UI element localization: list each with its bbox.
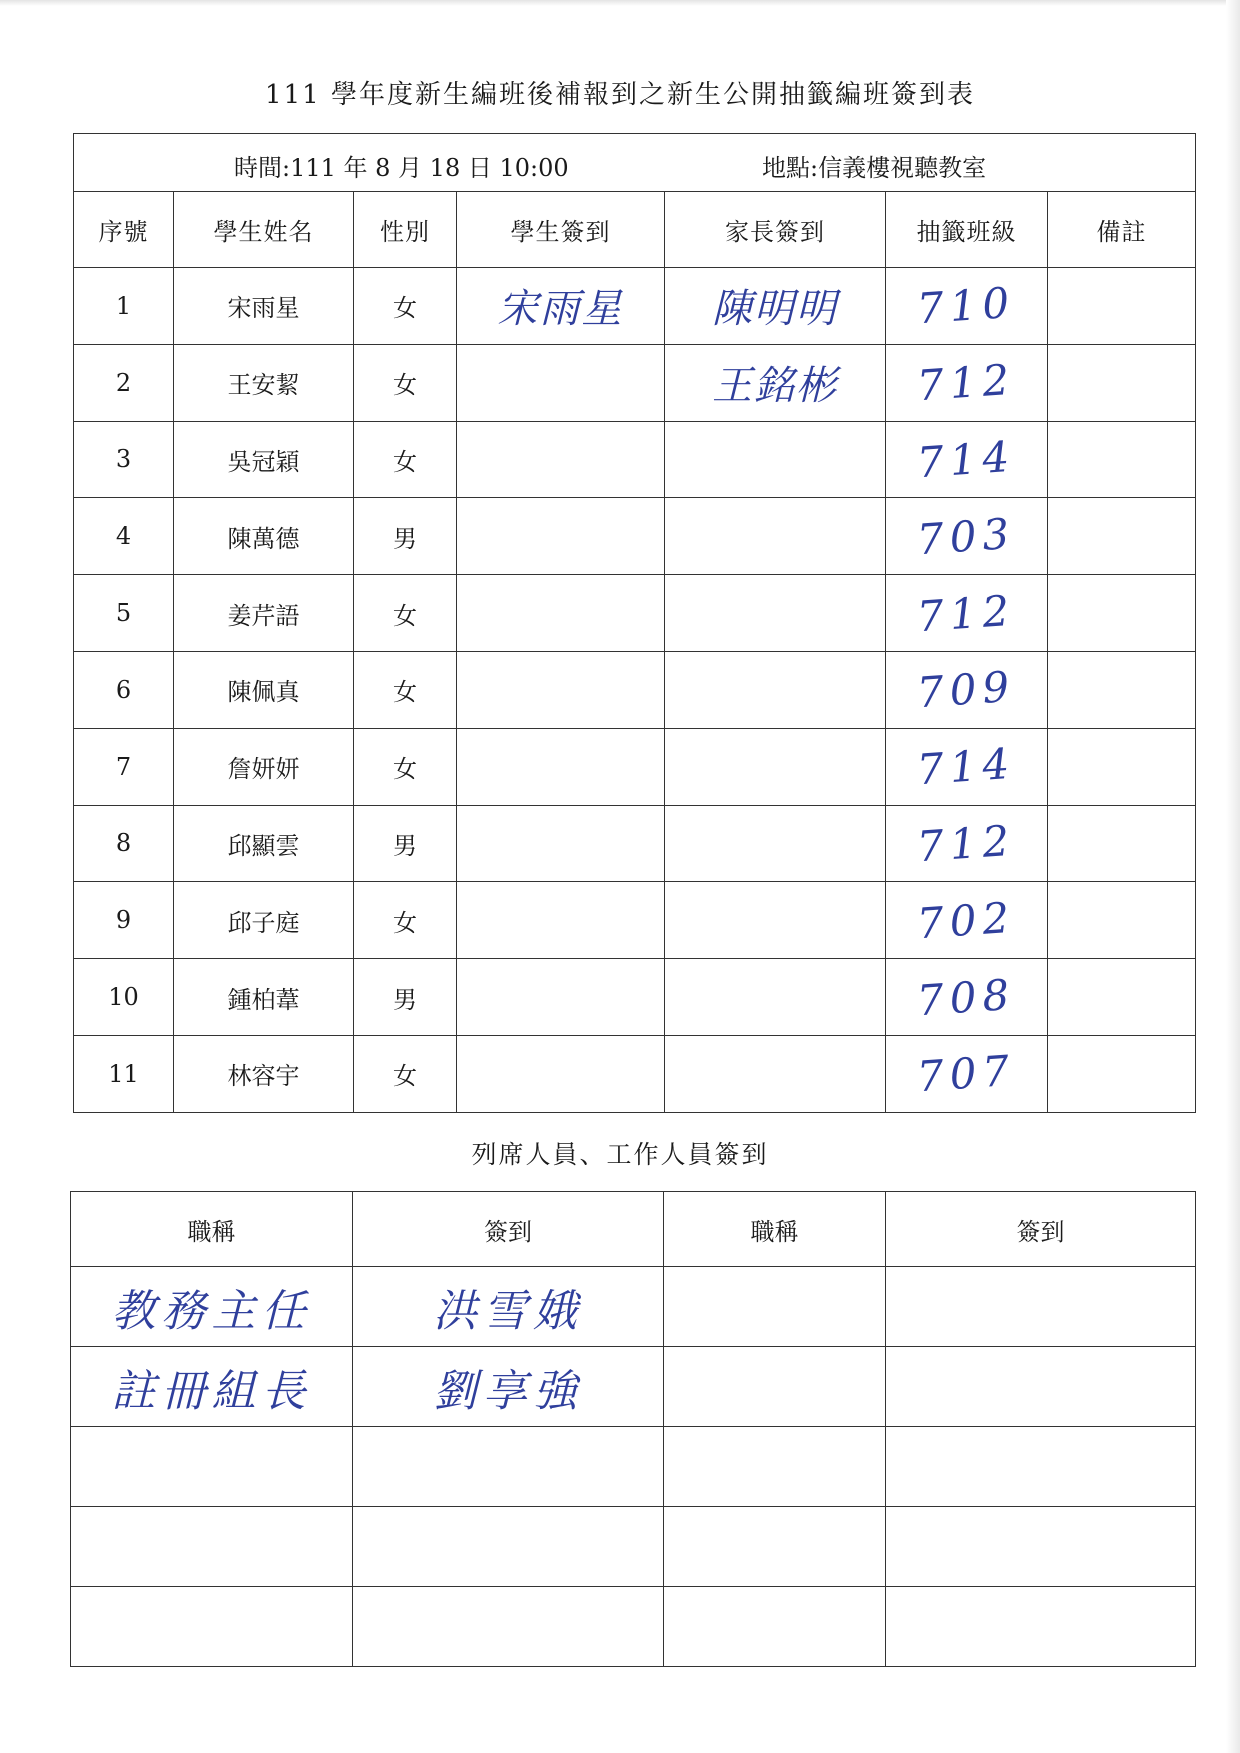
drawn-class: 712 (915, 815, 1018, 872)
note-cell[interactable] (1048, 728, 1196, 805)
drawn-class: 712 (915, 585, 1018, 641)
drawn-class-cell[interactable] (886, 882, 1048, 959)
table-row (74, 575, 1196, 652)
row-number: 6 (74, 651, 174, 728)
drawn-class-cell[interactable] (886, 498, 1048, 575)
table-row (74, 805, 1196, 882)
signin-header-row (74, 192, 1196, 268)
signin-header-cell: 學生簽到 (457, 192, 665, 268)
parent-signature-cell[interactable] (665, 575, 886, 652)
student-signature-cell[interactable] (457, 344, 665, 421)
drawn-class-cell[interactable] (886, 421, 1048, 498)
staff-title-cell[interactable] (664, 1347, 886, 1427)
student-name: 林容宇 (174, 1035, 354, 1112)
student-name: 吳冠穎 (174, 421, 354, 498)
drawn-class-cell[interactable] (886, 268, 1048, 345)
student-signature-cell[interactable] (457, 268, 665, 345)
parent-signature-cell[interactable] (665, 882, 886, 959)
scan-top-shadow (0, 0, 1240, 6)
parent-signature-cell[interactable] (665, 651, 886, 728)
staff-signature-cell[interactable] (886, 1427, 1196, 1507)
staff-header-cell: 職稱 (71, 1192, 353, 1267)
table-row (74, 268, 1196, 345)
student-gender: 女 (354, 421, 457, 498)
row-number: 7 (74, 728, 174, 805)
table-row (74, 959, 1196, 1036)
staff-signature-cell[interactable] (886, 1587, 1196, 1667)
student-gender: 男 (354, 498, 457, 575)
staff-header-cell: 職稱 (664, 1192, 886, 1267)
drawn-class-cell[interactable] (886, 805, 1048, 882)
student-signature-cell[interactable] (457, 421, 665, 498)
table-row (74, 421, 1196, 498)
drawn-class-cell[interactable] (886, 1035, 1048, 1112)
parent-signature-cell[interactable] (665, 268, 886, 345)
signin-header-cell: 備註 (1048, 192, 1196, 268)
drawn-class-cell[interactable] (886, 728, 1048, 805)
session-info-cell (74, 134, 1196, 192)
staff-signature: 洪雪娥 (433, 1285, 583, 1337)
document-title: 111 學年度新生編班後補報到之新生公開抽籤編班簽到表 (265, 80, 975, 110)
staff-title: 教務主任 (111, 1285, 312, 1337)
staff-signature-cell[interactable] (353, 1347, 664, 1427)
drawn-class-cell[interactable] (886, 344, 1048, 421)
table-row (74, 498, 1196, 575)
staff-signature-cell[interactable] (353, 1267, 664, 1347)
staff-row (71, 1267, 1196, 1347)
drawn-class-cell[interactable] (886, 959, 1048, 1036)
staff-table (70, 1191, 1196, 1667)
table-row (74, 344, 1196, 421)
table-row (74, 1035, 1196, 1112)
drawn-class: 702 (915, 892, 1018, 949)
parent-signature-cell[interactable] (665, 1035, 886, 1112)
student-name: 邱顯雲 (174, 805, 354, 882)
parent-signature-cell[interactable] (665, 959, 886, 1036)
student-signature: 宋雨星 (497, 286, 624, 333)
row-number: 9 (74, 882, 174, 959)
session-place: 地點:信義樓視聽教室 (762, 154, 987, 182)
row-number: 1 (74, 268, 174, 345)
staff-header-row (71, 1192, 1196, 1267)
drawn-class-cell[interactable] (886, 651, 1048, 728)
student-name: 宋雨星 (174, 268, 354, 345)
student-signature-cell[interactable] (457, 575, 665, 652)
note-cell[interactable] (1048, 344, 1196, 421)
drawn-class-cell[interactable] (886, 575, 1048, 652)
signin-table (73, 133, 1196, 1113)
student-gender: 男 (354, 805, 457, 882)
table-row (74, 882, 1196, 959)
note-cell[interactable] (1048, 959, 1196, 1036)
drawn-class: 710 (915, 278, 1018, 334)
row-number: 2 (74, 344, 174, 421)
student-gender: 女 (354, 344, 457, 421)
drawn-class: 703 (915, 508, 1018, 565)
note-cell[interactable] (1048, 882, 1196, 959)
student-name: 王安絜 (174, 344, 354, 421)
table-row (74, 728, 1196, 805)
session-time: 時間:111 年 8 月 18 日 10:00 (234, 154, 569, 182)
staff-title-cell[interactable] (71, 1427, 353, 1507)
student-name: 邱子庭 (174, 882, 354, 959)
staff-signature-cell[interactable] (886, 1267, 1196, 1347)
student-name: 姜芹語 (174, 575, 354, 652)
staff-row (71, 1427, 1196, 1507)
row-number: 5 (74, 575, 174, 652)
staff-title-cell[interactable] (71, 1507, 353, 1587)
row-number: 10 (74, 959, 174, 1036)
student-signature-cell[interactable] (457, 959, 665, 1036)
student-signature-cell[interactable] (457, 805, 665, 882)
staff-title-cell[interactable] (71, 1347, 353, 1427)
note-cell[interactable] (1048, 1035, 1196, 1112)
note-cell[interactable] (1048, 498, 1196, 575)
student-signature-cell[interactable] (457, 651, 665, 728)
staff-title-cell[interactable] (71, 1587, 353, 1667)
staff-signature-cell[interactable] (353, 1587, 664, 1667)
staff-title-cell[interactable] (664, 1427, 886, 1507)
student-signature-cell[interactable] (457, 728, 665, 805)
signin-header-cell: 抽籤班級 (886, 192, 1048, 268)
student-signature-cell[interactable] (457, 498, 665, 575)
drawn-class: 714 (915, 738, 1018, 795)
attendance-title: 列席人員、工作人員簽到 (471, 1140, 769, 1169)
staff-title-cell[interactable] (664, 1587, 886, 1667)
parent-signature-cell[interactable] (665, 344, 886, 421)
staff-title-cell[interactable] (71, 1267, 353, 1347)
student-gender: 男 (354, 959, 457, 1036)
drawn-class: 707 (915, 1045, 1018, 1102)
signin-header-cell: 家長簽到 (665, 192, 886, 268)
staff-row (71, 1587, 1196, 1667)
row-number: 8 (74, 805, 174, 882)
note-cell[interactable] (1048, 575, 1196, 652)
parent-signature-cell[interactable] (665, 498, 886, 575)
student-signature-cell[interactable] (457, 1035, 665, 1112)
staff-title: 註冊組長 (111, 1365, 312, 1417)
drawn-class: 709 (915, 662, 1018, 718)
student-signature-cell[interactable] (457, 882, 665, 959)
staff-title-cell[interactable] (664, 1267, 886, 1347)
parent-signature-cell[interactable] (665, 805, 886, 882)
note-cell[interactable] (1048, 651, 1196, 728)
student-gender: 女 (354, 728, 457, 805)
parent-signature: 陳明明 (712, 286, 838, 333)
signin-header-cell: 序號 (74, 192, 174, 268)
signin-header-cell: 學生姓名 (174, 192, 354, 268)
student-name: 詹妍妍 (174, 728, 354, 805)
staff-header-cell: 簽到 (353, 1192, 664, 1267)
scan-edge-shadow (1226, 0, 1240, 1753)
parent-signature-cell[interactable] (665, 728, 886, 805)
row-number: 4 (74, 498, 174, 575)
staff-header-cell: 簽到 (886, 1192, 1196, 1267)
session-info-row (74, 134, 1196, 192)
student-name: 鍾柏葦 (174, 959, 354, 1036)
note-cell[interactable] (1048, 421, 1196, 498)
staff-row (71, 1347, 1196, 1427)
row-number: 11 (74, 1035, 174, 1112)
student-gender: 女 (354, 268, 457, 345)
staff-signature-cell[interactable] (886, 1347, 1196, 1427)
note-cell[interactable] (1048, 805, 1196, 882)
note-cell[interactable] (1048, 268, 1196, 345)
student-gender: 女 (354, 651, 457, 728)
table-row (74, 651, 1196, 728)
signin-header-cell: 性別 (354, 192, 457, 268)
parent-signature: 王銘彬 (712, 363, 838, 410)
student-name: 陳萬德 (174, 498, 354, 575)
staff-signature: 劉享強 (433, 1365, 583, 1417)
staff-signature-cell[interactable] (886, 1507, 1196, 1587)
student-gender: 女 (354, 882, 457, 959)
student-name: 陳佩真 (174, 651, 354, 728)
student-gender: 女 (354, 575, 457, 652)
row-number: 3 (74, 421, 174, 498)
staff-signature-cell[interactable] (353, 1507, 664, 1587)
staff-row (71, 1507, 1196, 1587)
student-gender: 女 (354, 1035, 457, 1112)
staff-signature-cell[interactable] (353, 1427, 664, 1507)
drawn-class: 708 (915, 969, 1018, 1025)
drawn-class: 714 (915, 431, 1018, 488)
parent-signature-cell[interactable] (665, 421, 886, 498)
drawn-class: 712 (915, 354, 1018, 411)
staff-title-cell[interactable] (664, 1507, 886, 1587)
